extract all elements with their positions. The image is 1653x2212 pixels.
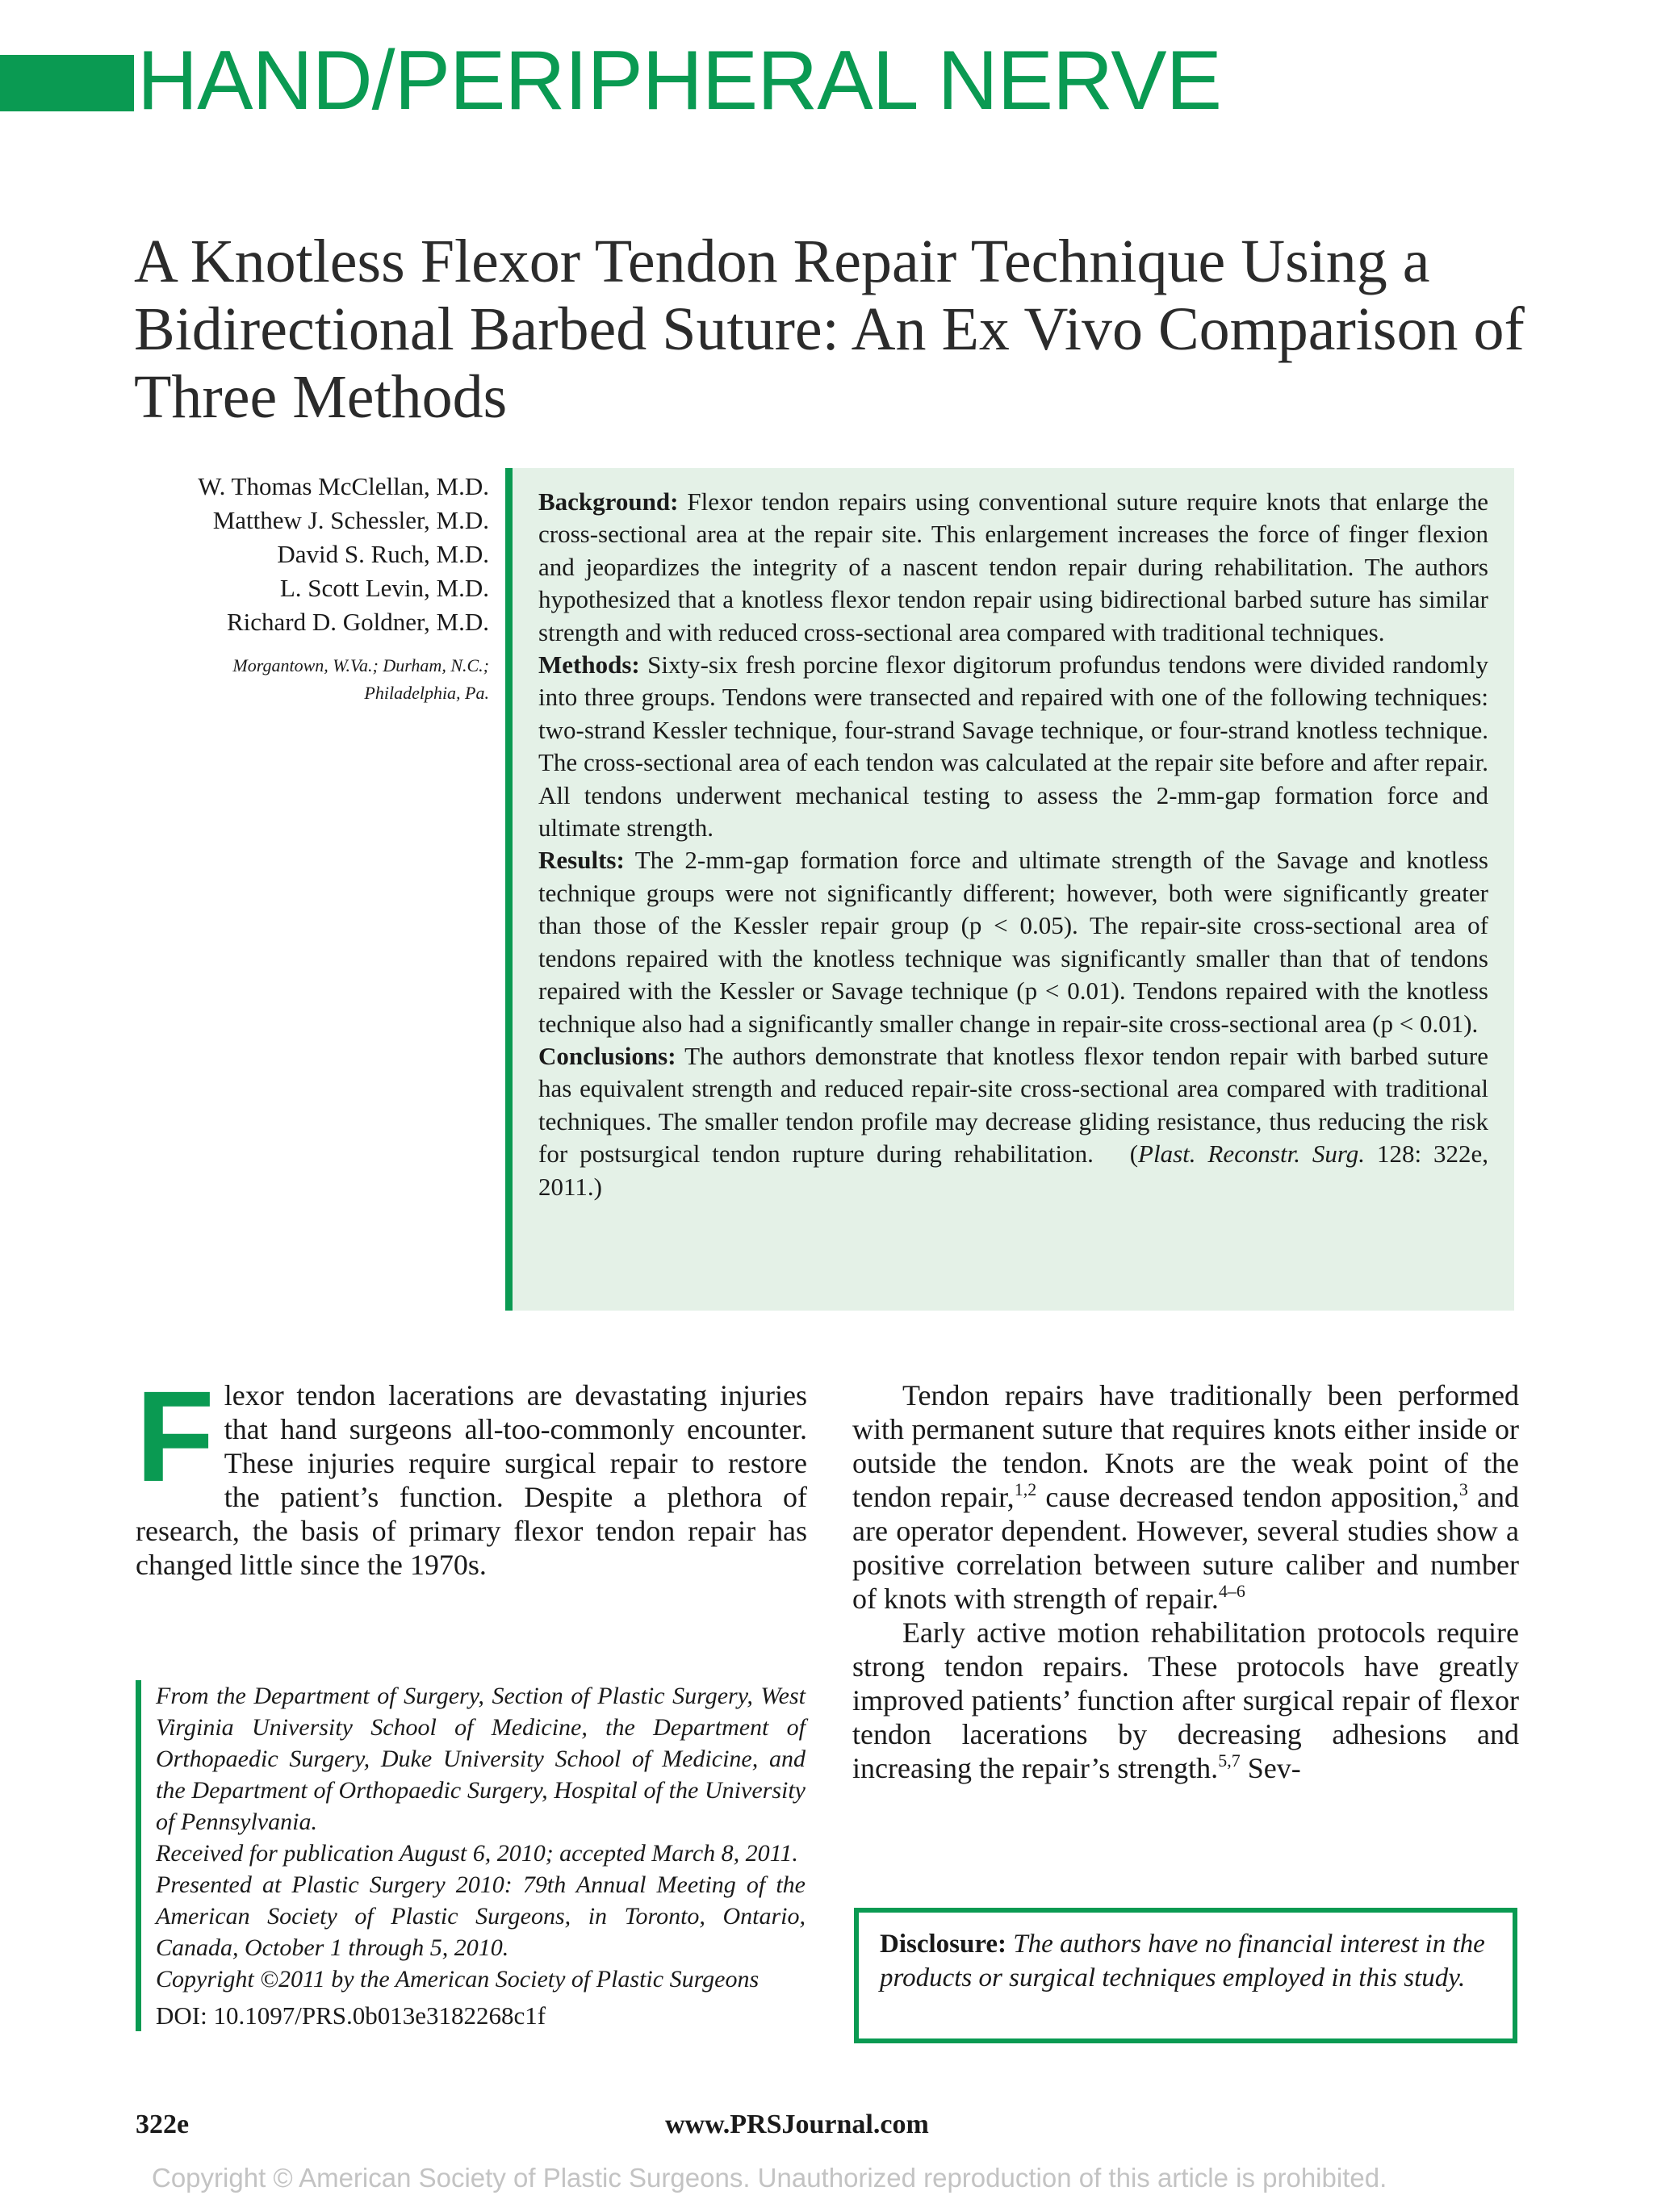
- author: Richard D. Goldner, M.D.: [226, 608, 489, 636]
- abstract-methods: [538, 649, 1488, 844]
- citation-ref[interactable]: 1,2: [1014, 1479, 1037, 1499]
- section-title: HAND/PERIPHERAL NERVE: [137, 34, 1221, 128]
- body-column-right: [852, 1378, 1519, 1785]
- abstract-results: [538, 844, 1488, 1039]
- footnote-presented: Presented at Plastic Surgery 2010: 79th Annual Meeting of the American Society of Plastic Surgeons, in Toronto, Ontario, Canada, October 1 through 5, 2010.: [156, 1871, 806, 1961]
- author: Matthew J. Schessler, M.D.: [212, 506, 489, 534]
- abstract-box: [505, 468, 1514, 1311]
- abstract-text: The 2-mm-gap formation force and ultimate strength of the Savage and knotless technique groups were not significantly different; however, both were significantly greater than those of the Kessler repair group (p < 0.05). The repair-site cross-sectional area of tendons repaired with the knotless technique was significantly smaller than that of tendons repaired with the Kessler or Savage technique (p < 0.01). Tendons repaired with the knotless technique also had a significantly smaller change in repair-site cross-sectional area (p < 0.01).: [538, 846, 1488, 1038]
- copyright-notice: Copyright © American Society of Plastic Surgeons. Unauthorized reproduction of this article is prohibited.: [152, 2163, 1387, 2193]
- footnote-received: Received for publication August 6, 2010; accepted March 8, 2011.: [156, 1840, 798, 1867]
- disclosure-label: Disclosure:: [880, 1930, 1007, 1959]
- body-paragraph: Early active motion rehabilitation protocols require strong tendon repairs. These protocols have greatly improved patients’ function after surgical repair of flexor tendon lacerations by decreasing adhesions and increasing the repair’s strength.$^{5,7}$ Sev-: [852, 1616, 1519, 1784]
- drop-cap: F: [136, 1364, 215, 1508]
- author-affiliation: [118, 652, 489, 707]
- page-number: 322e: [136, 2110, 190, 2139]
- abstract-text: Flexor tendon repairs using conventional suture require knots that enlarge the cross-sectional area at the repair site. This enlargement increases the force of finger flexion and jeopardizes the integrity of a nascent tendon repair during rehabilitation. The authors hypothesized that a knotless flexor tendon repair using bidirectional barbed suture has similar strength and with reduced cross-sectional area compared with traditional techniques.: [538, 487, 1489, 646]
- disclosure-box: [854, 1908, 1517, 2043]
- affiliation-line: Philadelphia, Pa.: [364, 683, 489, 703]
- footnote-doi[interactable]: DOI: 10.1097/PRS.0b013e3182268c1f: [156, 2001, 546, 2030]
- abstract-background: [538, 486, 1488, 649]
- author-list: [118, 470, 489, 707]
- footnote-copyright: Copyright ©2011 by the American Society of Plastic Surgeons: [156, 1966, 760, 1992]
- abstract-text: Sixty-six fresh porcine flexor digitorum profundus tendons were divided randomly into three groups. Tendons were transected and repaired with one of the following techniques: two-strand Kessler technique, four-strand Savage technique, or four-strand knotless technique. The cross-sectional area of each tendon was calculated at the repair site before and after repair. All tendons underwent mechanical testing to assess the 2-mm-gap formation force and ultimate strength.: [538, 650, 1489, 843]
- footnote-from: From the Department of Surgery, Section of Plastic Surgery, West Virginia University School of Medicine, the Department of Orthopaedic Surgery, Duke University School of Medicine, and the Department of Orthopaedic Surgery, Hospital of the University of Pennsylvania.: [156, 1683, 806, 1835]
- abstract-text: The authors demonstrate that knotless flexor tendon repair with barbed suture has equivalent strength and reduced repair-site cross-sectional area compared with traditional techniques. The smaller tendon profile may decrease gliding resistance, thus reducing the risk for postsurgical tendon rupture during rehabilitation.: [538, 1041, 1488, 1169]
- abstract-label: Background:: [538, 487, 679, 516]
- author: David S. Ruch, M.D.: [277, 540, 489, 568]
- citation-ref[interactable]: 3: [1458, 1479, 1468, 1499]
- section-accent-bar: [0, 55, 134, 111]
- article-title: A Knotless Flexor Tendon Repair Technique Using a Bidirectional Barbed Suture: An Ex Vivo Comparison of Three Methods: [134, 228, 1525, 431]
- author: W. Thomas McClellan, M.D.: [198, 472, 489, 500]
- author: L. Scott Levin, M.D.: [279, 574, 489, 602]
- abstract-citation: (Plast. Reconstr. Surg. 128: 322e, 2011.): [538, 1139, 1489, 1201]
- article-footnote: [136, 1680, 806, 2031]
- citation-ref[interactable]: 4–6: [1218, 1581, 1245, 1601]
- abstract-label: Methods:: [538, 650, 640, 679]
- disclosure-text: The authors have no financial interest in the products or surgical techniques employed in this study.: [880, 1930, 1485, 1992]
- affiliation-line: Morgantown, W.Va.; Durham, N.C.;: [232, 655, 489, 675]
- body-paragraph: Tendon repairs have traditionally been performed with permanent suture that requires knots either inside or outside the tendon. Knots are the weak point of the tendon repair,$^{1,2}$ cause decreased tendon apposition,$^3$ and are operator dependent. However, several studies show a positive correlation between suture caliber and number of knots with strength of repair.$^{4-6}$: [852, 1379, 1519, 1615]
- abstract-conclusions: [538, 1040, 1488, 1203]
- journal-url[interactable]: www.PRSJournal.com: [665, 2110, 929, 2139]
- abstract-label: Results:: [538, 846, 625, 875]
- citation-ref[interactable]: 5,7: [1218, 1750, 1241, 1771]
- body-column-left: [136, 1364, 807, 1582]
- citation-journal: Plast. Reconstr. Surg.: [1138, 1139, 1366, 1169]
- abstract-label: Conclusions:: [538, 1041, 676, 1070]
- body-paragraph: Flexor tendon lacerations are devastating injuries that hand surgeons all-too-commonly encounter. These injuries require surgical repair to restore the patient’s function. Despite a plethora of research, the basis of primary flexor tendon repair has changed little since the 1970s.: [136, 1364, 807, 1581]
